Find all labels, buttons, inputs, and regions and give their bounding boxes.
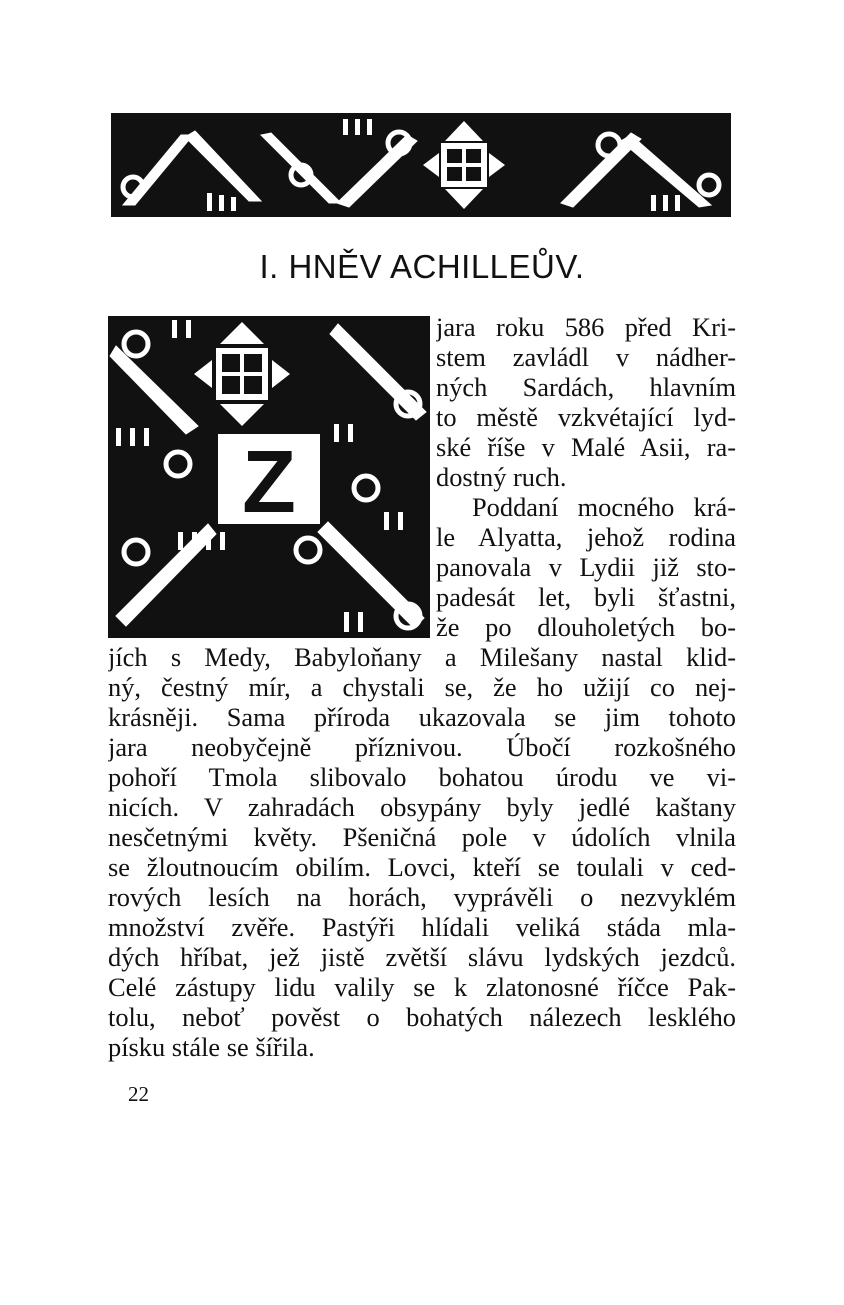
text-line: dých hříbat, jež jistě zvětší slávu lydských jezdců. [108,942,736,972]
text-line: jích s Medy, Babyloňany a Milešany nastal klid- [108,642,736,672]
page-number: 22 [128,1082,149,1106]
text-line: padesát let, byli šťastni, [436,582,736,612]
chapter-title: I. HNĚV ACHILLEŮV. [259,248,585,285]
text-line: nicích. V zahradách obsypány byly jedlé kaštany [108,792,736,822]
text-line: stem zavládl v nádher- [436,342,736,372]
text-line: Poddaní mocného krá- [472,492,736,522]
text-line: pohoří Tmola slibovalo bohatou úrodu ve vi- [108,762,736,792]
text-line: jara neobyčejně příznivou. Úbočí rozkošného [108,732,736,762]
text-line: rových lesích na horách, vyprávěli o nezvyklém [108,882,736,912]
text-line: jara roku 586 před Kri- [436,312,736,342]
text-line: tolu, neboť pověst o bohatých nálezech lesklého [108,1002,736,1032]
text-line: množství zvěře. Pastýři hlídali veliká stáda mla- [108,912,736,942]
text-line: le Alyatta, jehož rodina [436,522,736,552]
text-line: krásněji. Sama příroda ukazovala se jim tohoto [108,702,736,732]
text-line: že po dlouholetých bo- [436,612,736,642]
body-text [108,312,736,1062]
text-line: dostný ruch. [436,462,567,492]
text-line: ných Sardách, hlavním [436,372,736,402]
ornamental-header-band [111,113,731,217]
text-line: se žloutnoucím obilím. Lovci, kteří se toulali v ced- [108,852,736,882]
drop-cap-letter: Z [242,432,296,531]
text-line: ské říše v Malé Asii, ra- [436,432,736,462]
text-line: Celé zástupy lidu valily se k zlatonosné říčce Pak- [108,972,736,1002]
text-line: nesčetnými květy. Pšeničná pole v údolích vlnila [108,822,736,852]
text-line: to městě vzkvétající lyd- [436,402,736,432]
text-line: ný, čestný mír, a chystali se, že ho užijí co nej- [108,672,736,702]
header-ornament-graphic [111,113,731,217]
text-line: písku stále se šířila. [108,1032,315,1062]
text-line: panovala v Lydii již sto- [436,552,736,582]
